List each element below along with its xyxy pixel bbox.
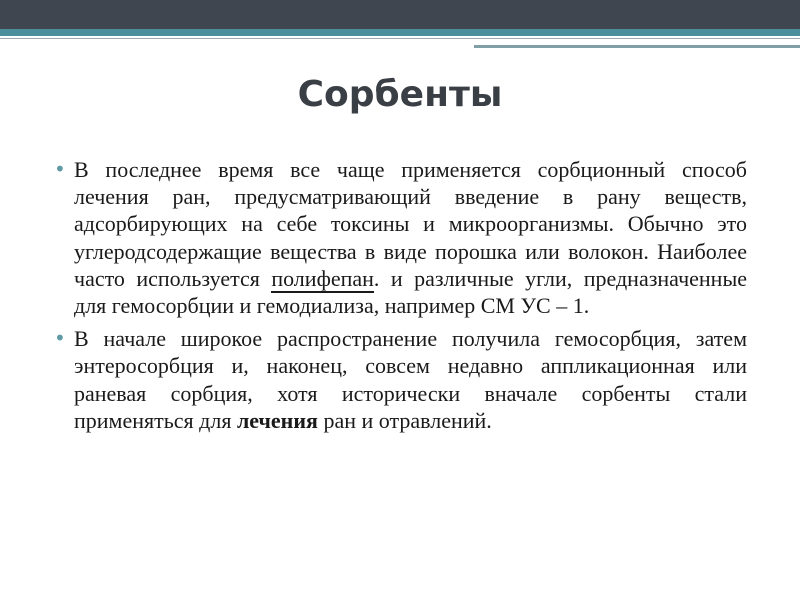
slide-bullet-list — [50, 156, 747, 440]
header-band-dark — [0, 0, 800, 29]
bullet-item-1 — [50, 156, 747, 319]
polifepan-link[interactable]: полифепан — [271, 265, 374, 291]
bullet-2-text-end: ран и отравлений. — [317, 407, 492, 433]
bullet-1-text-start: В последнее время все чаще применяется сорбционный способ лечения ран, предусматривающий введение в рану веществ, адсорбирующих на себе токсины и микроорганизмы. Обычно это углеродсодержащие вещества в виде порошка или волокон. Наиболее часто используется — [74, 157, 747, 291]
bullet-dot-icon: • — [54, 157, 66, 181]
bullet-dot-icon: • — [54, 326, 66, 351]
bullet-2-bold-word: лечения — [236, 407, 318, 433]
bullet-1-text-end: . и различные угли, предназначенные для гемосорбции и гемодиализа, например СМ УС – 1. — [74, 265, 747, 319]
bullet-item-2 — [50, 325, 747, 434]
header-accent-stripe — [474, 45, 800, 48]
header-band-teal — [0, 29, 800, 36]
bullet-2-text-start: В начале широкое распространение получила гемосорбция, затем энтеросорбция и, наконец, совсем недавно аппликационная или раневая сорбция, хотя исторически вначале сорбенты стали применяться для — [74, 326, 747, 433]
slide-title: Сорбенты — [297, 74, 503, 115]
header-divider-line — [0, 38, 800, 39]
